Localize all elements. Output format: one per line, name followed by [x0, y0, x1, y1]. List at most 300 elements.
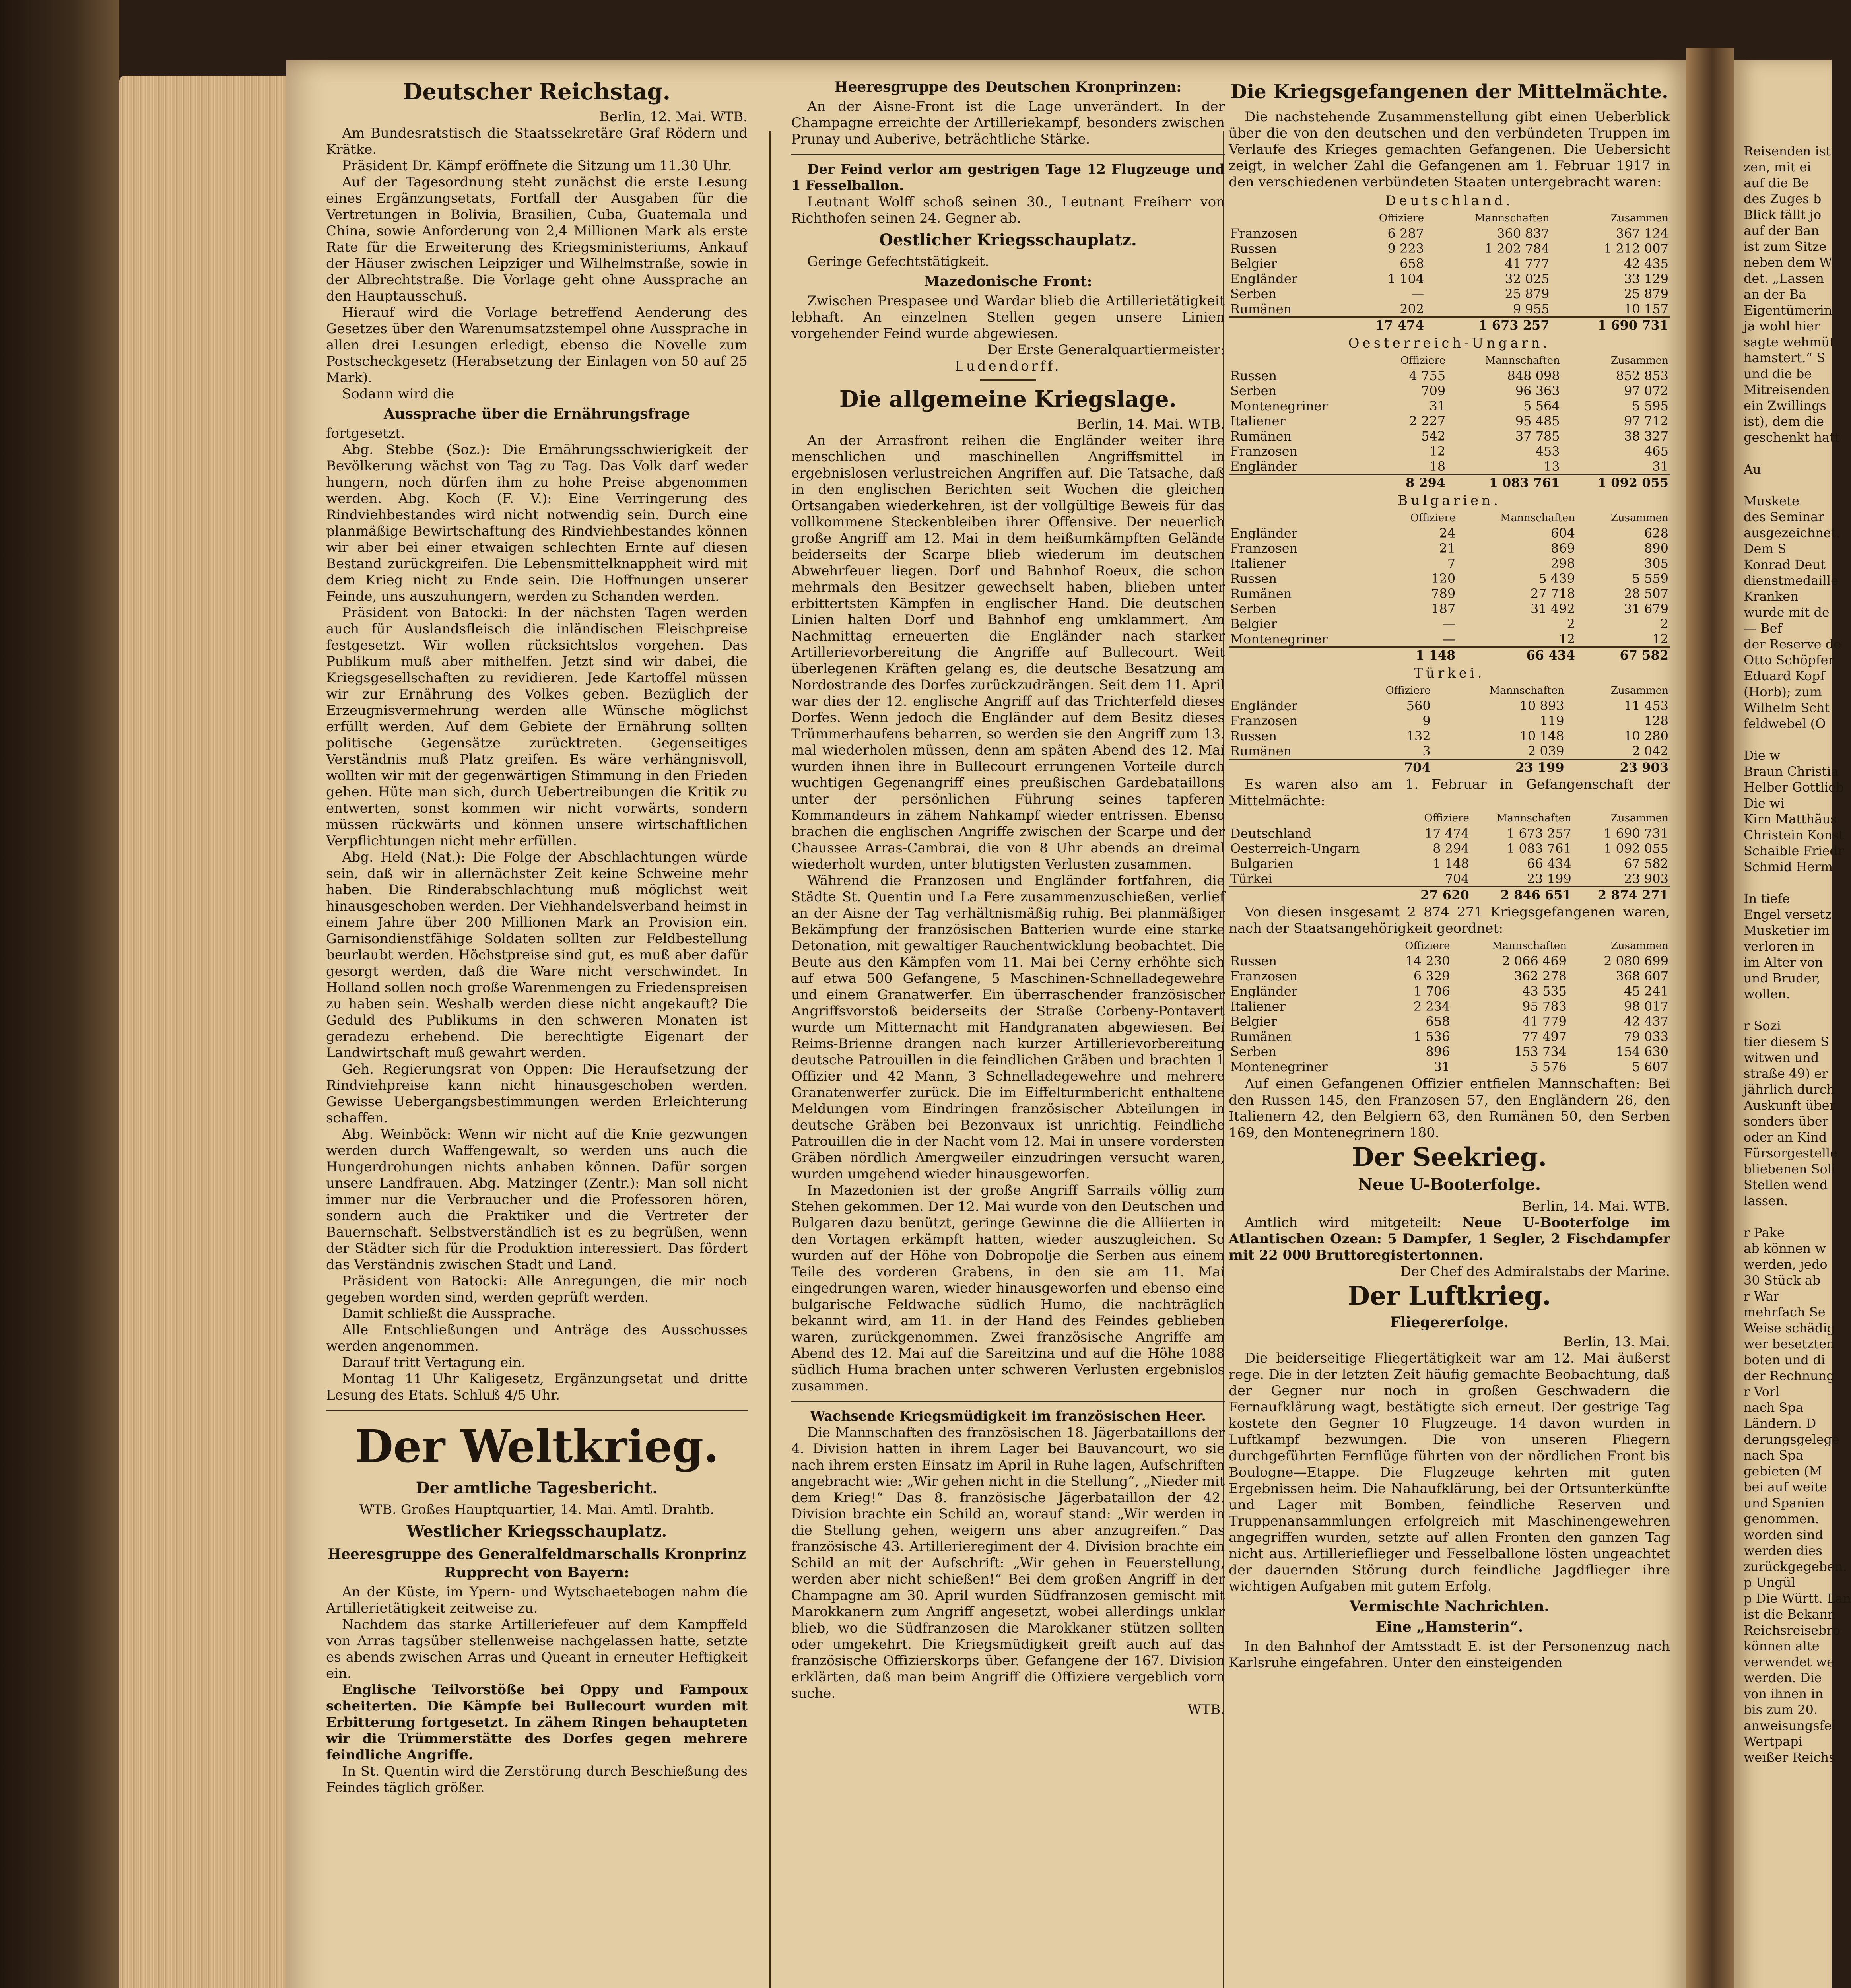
col-header: Mannschaften — [1485, 355, 1560, 367]
luftkrieg-title: Der Luftkrieg. — [1348, 1281, 1551, 1311]
table-cell: 33 129 — [1624, 271, 1668, 286]
divider — [791, 1401, 1225, 1402]
right-page-line: Ländern. D — [1744, 1416, 1816, 1431]
paragraph: Geh. Regierungsrat von Oppen: Die Heraufsetzung der Rindviehpreise kann nicht hinausgeschoben werden. Gewisse Uebergangsbestimmungen werden Erleichterung schaffen. — [326, 1061, 748, 1126]
table-cell: — — [1411, 286, 1424, 301]
paragraph: Am Bundesratstisch die Staatssekretäre Graf Rödern und Krätke. — [326, 125, 748, 157]
table-cell: Serben — [1230, 601, 1277, 616]
right-page-line: ist), dem die — [1744, 414, 1824, 429]
table-cell: 1 083 761 — [1447, 475, 1562, 491]
table-row — [1229, 271, 1670, 286]
table-cell: 120 — [1431, 571, 1456, 586]
right-page-line: — Bef — [1744, 621, 1782, 636]
paragraph: Präsident Dr. Kämpf eröffnete die Sitzung um 11.30 Uhr. — [342, 158, 732, 174]
right-page-line: lassen. — [1744, 1193, 1788, 1208]
right-page-line: worden sind — [1744, 1527, 1823, 1542]
table-cell: 1 212 007 — [1604, 241, 1668, 256]
country-heading: Türkei. — [1414, 665, 1485, 681]
table-row — [1229, 631, 1670, 647]
table-cell: 10 280 — [1624, 728, 1668, 744]
table-cell: Engländer — [1230, 698, 1298, 713]
right-page-line: Weise schädig — [1744, 1320, 1835, 1336]
table-cell: 27 718 — [1531, 586, 1575, 601]
table-cell: 119 — [1540, 713, 1564, 728]
table-cell: 23 199 — [1527, 871, 1571, 886]
right-page-line: r Vorl — [1744, 1384, 1780, 1399]
table-cell: 9 223 — [1387, 241, 1424, 256]
summary-table — [1229, 811, 1670, 903]
col-header: Mannschaften — [1492, 940, 1567, 952]
table-cell: 67 582 — [1577, 647, 1670, 663]
table-cell: 13 — [1544, 459, 1560, 474]
ludendorff-signature: Ludendorff. — [955, 358, 1061, 374]
table-cell: Rumänen — [1230, 429, 1292, 444]
right-page-line: verwendet we — [1744, 1654, 1835, 1670]
right-page-line: Konrad Deut — [1744, 557, 1826, 572]
table-row — [1229, 241, 1670, 256]
table-cell: 8 294 — [1433, 841, 1469, 856]
table-cell: Italiener — [1230, 999, 1286, 1014]
table-cell: Engländer — [1230, 984, 1298, 999]
table-cell: 8 294 — [1376, 475, 1447, 491]
right-page-line: wollen. — [1744, 986, 1790, 1002]
right-page-line: nach Spa — [1744, 1400, 1803, 1415]
right-page-line: Kranken — [1744, 589, 1799, 604]
right-page-line: tier diesem S — [1744, 1034, 1829, 1049]
tagesbericht-title: Der amtliche Tagesbericht. — [416, 1479, 658, 1497]
table-cell: 12 — [1652, 631, 1668, 646]
paragraph: Auf der Tagesordnung steht zunächst die erste Lesung eines Ergänzungsetats, Fortfall der Ausgaben für die Vertretungen in Bolivia, Brasilien, Cuba, Guatemala und China, sowie Anforderung von 2,4 Millionen Mark als erste Rate für die Erweiterung des Kriegsministeriums, Ankauf der Häuser zwischen Leipziger und Wilhelmstraße, sowie in der Albrechtstraße. Die Vorlage geht ohne Aussprache an den Hauptausschuß. — [326, 174, 748, 304]
right-page-line: (Horb); zum — [1744, 684, 1822, 699]
table-cell: 305 — [1644, 556, 1668, 571]
col-header: Offiziere — [1424, 812, 1469, 824]
right-page-line: Wertpapi — [1744, 1734, 1802, 1749]
right-page-line: ein Zwillings — [1744, 398, 1827, 413]
right-page-line: Mitreisenden — [1744, 382, 1830, 397]
table-cell: Italiener — [1230, 414, 1286, 429]
table-cell: 43 535 — [1522, 984, 1567, 999]
table-cell — [1229, 317, 1342, 333]
col-header: Zusammen — [1610, 685, 1668, 697]
table-cell: 6 287 — [1387, 226, 1424, 241]
right-page-line: auf die Be — [1744, 175, 1809, 190]
weltkrieg-title: Der Weltkrieg. — [354, 1421, 719, 1473]
table-cell: Rumänen — [1230, 1029, 1292, 1044]
table-cell: 9 — [1422, 713, 1431, 728]
table-cell: 360 837 — [1497, 226, 1550, 241]
table-cell: 2 080 699 — [1604, 953, 1668, 969]
table-cell: 465 — [1644, 444, 1668, 459]
table-cell: 66 434 — [1457, 647, 1577, 663]
paragraph: An der Arrasfront reihen die Engländer weiter ihre menschlichen und maschinellen Angriffsmittel in ergebnislosen verlustreichen Angriffen auf. Die Tatsache, daß in den englischen Berichten seit Wochen die gleichen Ortsangaben wiederkehren, ist der vollgültige Beweis für das vollkommene Steckenbleiben ihrer Offensive. Der neuerlich große Angriff am 12. Mai in dem heißumkämpften Gelände beiderseits der Scarpe blieb wiederum im deutschen Abwehrfeuer liegen. Dorf und Bahnhof Roeux, die schon mehrmals den Besitzer gewechselt haben, blieben unter erbittertsten Kämpfen in englischer Hand. Die deutschen Linien halten Dorf und Bahnhof eng umklammert. Am Nachmittag erneuerten die Engländer nach starker Artillerievorbereitung die Angriffe auf Bullecourt. Weit überlegenen Kräften gelang es, die deutsche Besatzung am Nordostrande des Dorfes zurückzudrängen. Seit dem 11. April war dies der 12. englische Angriff auf das Trichterfeld dieses Dorfes. Wenn jedoch die Engländer auf dem Besitz dieses Trümmerhaufens beharren, so werden sie den Angriff zum 13. mal wiederholen müssen, denn am späten Abend des 12. Mai wurden ihnen ihre in Bullecourt errungenen Vorteile durch wuchtigen Gegenangriff eines preußischen Gardebataillons unter der persönlichen Führung seines tapferen Kommandeurs in zähem Nahkampf wieder entrissen. Ebenso brachen die englischen Angriffe zwischen der Scarpe und der Chaussee Arras-Cambrai, die von 8 Uhr abends an dreimal wiederholt wurden, unter blutigsten Verlusten zusammen. — [791, 433, 1225, 872]
table-row — [1229, 601, 1670, 616]
right-page-line: werden. Die — [1744, 1670, 1822, 1685]
right-page-line: Kirn Matthäus — [1744, 812, 1837, 827]
table-cell: 5 607 — [1632, 1059, 1668, 1074]
table-cell: Montenegriner — [1230, 398, 1328, 414]
table-cell: 187 — [1431, 601, 1456, 616]
prisoner-table — [1229, 211, 1670, 333]
table-cell — [1229, 475, 1376, 491]
right-page-line: auf der Ban — [1744, 223, 1819, 238]
right-page-line: der Rechnung — [1744, 1368, 1835, 1383]
paragraph: Die beiderseitige Fliegertätigkeit war am 12. Mai äußerst rege. Die in der letzten Zeit häufig gemachte Beobachtung, daß der Gegner nur noch in großen Geschwadern die Fernaufklärung wagt, bestätigte sich erneut. Der gestrige Tag kostete den Gegner 10 Flugzeuge. 14 davon wurden in Luftkampf bezwungen. Die von unseren Fliegern durchgeführten Fernflüge führten von der nördlichen Front bis Boulogne—Etappe. Die Flugzeuge kehrten mit guten Ergebnissen heim. Die Nahaufklärung, bei der Ortsunterkünfte und Lager mit Bomben, feindliche Reserven und Truppenansammlungen erfolgreich mit Maschinengewehren angegriffen wurden, setzte auf allen Fronten den ganzen Tag nicht aus. Artillerieflieger und Fesselballone lösten ungeachtet der dauernden Störung durch feindliche Jagdflieger ihre wichtigen Aufgaben mit gutem Erfolg. — [1229, 1350, 1670, 1594]
nation-table — [1229, 938, 1670, 1074]
paragraph: Es waren also am 1. Februar in Gefangenschaft der Mittelmächte: — [1229, 777, 1670, 809]
right-page-line: bei auf weite — [1744, 1479, 1827, 1495]
table-row — [1229, 301, 1670, 317]
right-page-line: Muskete — [1744, 493, 1799, 509]
table-cell: 25 879 — [1505, 286, 1550, 301]
right-page-line — [1744, 1209, 1831, 1225]
table-cell: Belgier — [1230, 256, 1277, 271]
right-page-line: Engel versetz — [1744, 907, 1832, 922]
paragraph: Alle Entschließungen und Anträge des Ausschusses werden angenommen. — [326, 1322, 748, 1354]
table-cell: 97 712 — [1624, 414, 1668, 429]
kronprinz-heading: Heeresgruppe des Deutschen Kronprinzen: — [834, 79, 1182, 95]
table-cell: 709 — [1421, 383, 1446, 398]
paragraph: Präsident von Batocki: In der nächsten Tagen werden auch für Auslandsfleisch die inländischen Fleischpreise festgesetzt. Wir wollen rücksichtslos vorgehen. Das Publikum muß aber mithelfen. Jetzt sind wir dabei, die Kriegsgesellschaften zu revidieren. Jede Kartoffel müssen wir zur Ernährung des Volkes geben. Bezüglich der Erzeugnisvermehrung werden alle Wünsche möglichst erfüllt werden. Auf dem Gebiete der Ernährung sollten politische Gegensätze zurücktreten. Gegenseitiges Verständnis muß Platz greifen. Es wäre verhängnisvoll, wollten wir mit der gegenwärtigen Stimmung in den Frieden gehen. Hüte man sich, durch Uebertreibungen die Kritik zu entwerten, sonst kommen wir nicht vorwärts, sondern müssen rückwärts und können unsere wirtschaftlichen Verpflichtungen nicht mehr erfüllen. — [326, 605, 748, 849]
table-row — [1229, 841, 1670, 856]
table-total-row — [1229, 759, 1670, 775]
right-page-line: r War — [1744, 1289, 1779, 1304]
column-rule-1 — [769, 131, 771, 1988]
flieger-dateline: Berlin, 13. Mai. — [1563, 1334, 1670, 1350]
paragraph: Abg. Weinböck: Wenn wir nicht auf die Knie gezwungen werden durch Waffengewalt, so werden uns auch die Hungerdrohungen nichts anhaben können. Dafür sorgen unsere Landfrauen. Abg. Matzinger (Zentr.): Man soll nicht immer nur die Verbraucher und die Professoren hören, sondern auch die Praktiker und die Vertreter der Bauernschaft. Selbstverständlich ist es zu begrüßen, wenn der Städter sich für die Produktion interessiert. Das fördert das Verständnis zwischen Stadt und Land. — [326, 1126, 748, 1273]
table-cell: 2 039 — [1527, 744, 1564, 759]
paragraph: Damit schließt die Aussprache. — [342, 1306, 556, 1322]
table-row — [1229, 1044, 1670, 1059]
right-page-line: dienstmedaille — [1744, 573, 1839, 588]
col-header: Mannschaften — [1500, 512, 1575, 524]
table-cell: Serben — [1230, 383, 1277, 398]
table-row — [1229, 256, 1670, 271]
table-cell: 298 — [1550, 556, 1575, 571]
table-total-row — [1229, 647, 1670, 663]
seekrieg-title: Der Seekrieg. — [1352, 1142, 1547, 1172]
col-header: Zusammen — [1610, 355, 1668, 367]
right-page-line: und Spanien — [1744, 1495, 1825, 1510]
ernaehrung-heading: Aussprache über die Ernährungsfrage — [383, 406, 690, 422]
table-row — [1229, 556, 1670, 571]
paragraph: Die Mannschaften des französischen 18. Jägerbataillons der 4. Division hatten in ihrem Lager bei Bauvancourt, wo sie nach ihrem ersten Einsatz im April in Ruhe lagen, Aufschriften angebracht wie: „Wir gehen nicht in die Stellung“, „Nieder mit dem Krieg!“ Das 8. französische Jägerbataillon der 42. Division brachte ein Schild an, worauf stand: „Wir werden in die Stellung gehen, weigern uns aber anzugreifen.“ Das französische 43. Artillerieregiment der 4. Division brachte ein Schild an mit der Aufschrift: „Wir gehen in Feuerstellung, werden aber nicht schießen!“ Bei dem großen Angriff in der Champagne am 30. April wurden Südfranzosen gemischt mit Marokkanern zum Angriff angesetzt, wobei allerdings unklar blieb, wo die Südfranzosen die Marokkaner stützen sollten oder umgekehrt. Die Kriegsmüdigkeit greift auch auf das französische Offizierskorps über. Gefangene der 167. Division erklärten, daß man beim Angriff die Offiziere vergeblich vorn suche. — [791, 1425, 1225, 1701]
right-page-line: Dem S — [1744, 541, 1787, 556]
table-cell: 32 025 — [1505, 271, 1550, 286]
table-cell: 23 199 — [1432, 759, 1566, 775]
right-page-line: Braun Christia — [1744, 764, 1839, 779]
book-gutter — [1686, 48, 1734, 1988]
table-cell: 24 — [1439, 526, 1456, 541]
table-cell: 37 785 — [1515, 429, 1560, 444]
right-page-line: feldwebel (O — [1744, 716, 1826, 731]
col-header: Mannschaften — [1496, 812, 1571, 824]
table-row — [1229, 414, 1670, 429]
right-page-line: Eigentümerin — [1744, 303, 1832, 318]
right-page-line: bliebenen Soli — [1744, 1161, 1836, 1176]
table-cell: Engländer — [1230, 271, 1298, 286]
right-page-line: nach Spa — [1744, 1448, 1803, 1463]
right-page-line: derungsgelege — [1744, 1432, 1839, 1447]
right-page-line: witwen und — [1744, 1050, 1819, 1065]
right-page-line: p Ungül — [1744, 1575, 1795, 1590]
table-cell: 41 779 — [1522, 1014, 1567, 1029]
right-page-line: zen, mit ei — [1744, 159, 1811, 175]
paragraph — [1229, 1215, 1670, 1264]
right-page-line: Eduard Kopf — [1744, 668, 1825, 683]
table-cell: Russen — [1230, 368, 1277, 383]
right-page-line: Reisenden ist — [1744, 144, 1831, 159]
table-row — [1229, 459, 1670, 475]
table-cell: 5 595 — [1632, 398, 1668, 414]
table-cell: Engländer — [1230, 459, 1298, 474]
table-cell: Serben — [1230, 286, 1277, 301]
feind-verlor: Der Feind verlor am gestrigen Tage 12 Flugzeuge und 1 Fesselballon. — [791, 161, 1225, 194]
uboot-signature: Der Chef des Admiralstabs der Marine. — [1400, 1264, 1670, 1279]
table-cell: 10 157 — [1624, 301, 1668, 316]
divider — [791, 154, 1225, 155]
mazedonisch-title: Mazedonische Front: — [924, 273, 1092, 290]
right-page-line: und Bruder, — [1744, 971, 1820, 986]
right-page-line: wer besetzten — [1744, 1336, 1835, 1351]
table-row — [1229, 541, 1670, 556]
table-cell: 31 — [1652, 459, 1668, 474]
col-header: Offiziere — [1400, 355, 1446, 367]
heeresgruppe-bayern: Heeresgruppe des Generalfeldmarschalls Kronprinz Rupprecht von Bayern: — [328, 1546, 746, 1581]
prisoner-table — [1229, 683, 1670, 775]
table-cell: Russen — [1230, 571, 1277, 586]
table-header-row — [1229, 683, 1670, 698]
column-2 — [791, 76, 1225, 1988]
table-cell: 2 874 271 — [1573, 887, 1670, 903]
paragraph: Präsident von Batocki: Alle Anregungen, die mir noch gegeben worden sind, werden geprüft werden. — [326, 1273, 748, 1305]
table-row — [1229, 713, 1670, 728]
table-cell: 1 148 — [1433, 856, 1469, 871]
right-page-line: Schaible Friedr — [1744, 843, 1844, 858]
table-cell: 2 — [1567, 616, 1575, 631]
right-page-line — [1744, 875, 1831, 891]
right-page-line: r Pake — [1744, 1225, 1785, 1240]
table-cell: 31 679 — [1624, 601, 1668, 616]
right-page-line: hamstert.“ S — [1744, 350, 1826, 365]
table-cell: 97 072 — [1624, 383, 1668, 398]
col-header: Zusammen — [1610, 940, 1668, 952]
table-cell: 852 853 — [1616, 368, 1668, 383]
table-header-row — [1229, 211, 1670, 226]
right-page-line: det. „Lassen — [1744, 271, 1824, 286]
col-header: Offiziere — [1405, 940, 1450, 952]
right-page-line: im Alter von — [1744, 955, 1823, 970]
uboot-dateline: Berlin, 14. Mai. WTB. — [1522, 1198, 1670, 1214]
col-header: Zusammen — [1610, 812, 1668, 824]
paragraph: Leutnant Wolff schoß seinen 30., Leutnant Freiherr von Richthofen seinen 24. Gegner ab. — [791, 194, 1225, 226]
table-header-row — [1229, 811, 1670, 826]
table-cell: Franzosen — [1230, 226, 1298, 241]
right-page-line: des Seminar — [1744, 509, 1824, 524]
table-cell: 848 098 — [1507, 368, 1560, 383]
table-row — [1229, 856, 1670, 871]
paragraph: Von diesen insgesamt 2 874 271 Kriegsgefangenen waren, nach der Staatsangehörigkeit geordnet: — [1229, 904, 1670, 936]
table-cell: 41 777 — [1505, 256, 1550, 271]
right-page-line: Otto Schöpfer — [1744, 652, 1834, 668]
table-cell: Bulgarien — [1230, 856, 1294, 871]
table-cell: 9 955 — [1513, 301, 1550, 316]
table-cell: 67 582 — [1624, 856, 1668, 871]
table-cell: Deutschland — [1230, 826, 1311, 841]
right-page-line: Christein Konst — [1744, 827, 1844, 843]
table-cell: 2 066 469 — [1502, 953, 1567, 969]
col-header: Mannschaften — [1474, 212, 1550, 224]
paragraph: Während die Franzosen und Engländer fortfahren, die Städte St. Quentin und La Fere zusammenzuschießen, verlief an der Aisne der Tag verhältnismäßig ruhig. Bei planmäßiger Bekämpfung der französischen Batterien wurde eine starke Detonation, mit gewaltiger Rauchentwicklung beobachtet. Die Beute aus den Kämpfen vom 11. Mai bei Cerny erhöhte sich auf etwa 500 Gefangene, 5 Maschinen-Schnelladegewehre und einem Granatwerfer. Ein überraschender französischer Angriffsvorstoß beiderseits der Straße Corbeny-Pontavert wurde um Mitternacht mit Handgranaten abgewiesen. Bei Reims-Brienne drangen nach kurzer Artillerievorbereitung deutsche Patrouillen in die feindlichen Gräben und brachten 1 Offizier und 42 Mann, 3 Schnelladegewehre und mehrere Granatenwerfer zurück. Die im Eiffelturmbericht enthaltene Meldungen vom Eindringen französischer Abteilungen in deutsche Gräben bei Bezonvaux ist unrichtig. Feindliche Patrouillen die in der Nacht vom 12. Mai in unsere vordersten Gräben nördlich Amergweiler einzudringen versucht waren, wurden umgehend wieder hinausgeworfen. — [791, 873, 1225, 1182]
right-page-line: werden dies — [1744, 1543, 1822, 1558]
table-cell: 1 673 257 — [1426, 317, 1551, 333]
lage-dateline: Berlin, 14. Mai. WTB. — [1076, 416, 1225, 432]
right-page-line: ist die Bekann — [1744, 1607, 1836, 1622]
table-row — [1229, 226, 1670, 241]
right-page-line: neben dem W — [1744, 255, 1832, 270]
table-cell: Franzosen — [1230, 444, 1298, 459]
table-cell: Russen — [1230, 953, 1277, 969]
table-cell: 1 202 784 — [1484, 241, 1550, 256]
table-cell: 869 — [1550, 541, 1575, 556]
table-row — [1229, 1014, 1670, 1029]
right-page-line: können alte — [1744, 1639, 1820, 1654]
short-divider — [980, 379, 1036, 381]
right-page-line: ab können w — [1744, 1241, 1826, 1256]
table-cell: 3 — [1422, 744, 1431, 759]
table-cell: Rumänen — [1230, 744, 1292, 759]
table-cell: 17 474 — [1424, 826, 1469, 841]
table-cell: 658 — [1426, 1014, 1450, 1029]
table-cell: 95 485 — [1515, 414, 1560, 429]
table-cell: Rumänen — [1230, 301, 1292, 316]
right-page-line: oder an Kind — [1744, 1130, 1827, 1145]
table-cell: 31 — [1433, 1059, 1450, 1074]
table-row — [1229, 953, 1670, 969]
right-page-line: gebieten (M — [1744, 1464, 1822, 1479]
table-cell: 2 042 — [1632, 744, 1668, 759]
paragraph: Zwischen Prespasee und Wardar blieb die Artillerietätigkeit lebhaft. An einzelnen Stellen gegen unsere Linien vorgehender Feind wurde abgewiesen. — [791, 293, 1225, 342]
table-cell: Türkei — [1230, 871, 1272, 886]
table-row — [1229, 728, 1670, 744]
table-cell: 23 903 — [1566, 759, 1670, 775]
table-header-row — [1229, 511, 1670, 526]
table-row — [1229, 698, 1670, 713]
table-cell: 5 564 — [1523, 398, 1560, 414]
table-row — [1229, 429, 1670, 444]
col-header: Mannschaften — [1489, 685, 1564, 697]
table-cell: 98 017 — [1624, 999, 1668, 1014]
right-page-line: bis zum 20. — [1744, 1702, 1818, 1717]
table-cell: 5 576 — [1530, 1059, 1567, 1074]
table-cell: 1 690 731 — [1604, 826, 1668, 841]
right-page-line: Blick fällt jo — [1744, 207, 1822, 222]
paragraph: fortgesetzt. — [326, 425, 405, 441]
table-cell: 45 241 — [1624, 984, 1668, 999]
hamsterin-title: Eine „Hamsterin“. — [1375, 1619, 1523, 1635]
paragraph: Abg. Stebbe (Soz.): Die Ernährungsschwierigkeit der Bevölkerung wächst von Tag zu Tag. Das Volk darf weder hungern, noch dürfen ihm zu hohe Preise abgenommen werden. Abg. Koch (F. V.): Eine Verringerung des Rindviehbestandes wird nicht notwendig sein. Durch eine planmäßige Bewirtschaftung des Rindviehbestandes können wir aber bei einer etwaigen schlechten Ernte auf diesen Bestand zurückgreifen. Die Lebensmittelknappheit wird mit dem Krieg nicht zu Ende sein. Die Hoffnungen unserer Feinde, uns auszuhungern, werden zu Schanden werden. — [326, 442, 748, 604]
table-row — [1229, 1029, 1670, 1044]
table-cell: 25 879 — [1624, 286, 1668, 301]
uboot-lead: Amtlich wird mitgeteilt: — [1245, 1215, 1442, 1231]
right-page-line: Die w — [1744, 748, 1781, 763]
table-row — [1229, 871, 1670, 887]
table-cell: 1 104 — [1387, 271, 1424, 286]
table-cell: 96 363 — [1515, 383, 1560, 398]
paragraph: Hierauf wird die Vorlage betreffend Aenderung des Gesetzes über den Warenumsatzstempel ohne Aussprache in allen drei Lesungen erledigt, ebenso die Novelle zum Postscheckgesetz (Herabsetzung der Einlagen von 50 auf 25 Mark). — [326, 305, 748, 386]
right-page-line: boten und di — [1744, 1352, 1825, 1367]
table-cell: — — [1443, 616, 1456, 631]
table-cell: 2 227 — [1409, 414, 1446, 429]
table-cell: 542 — [1421, 429, 1446, 444]
right-page-line: genommen. — [1744, 1511, 1819, 1526]
table-cell — [1229, 759, 1350, 775]
table-cell: Belgier — [1230, 616, 1277, 631]
lage-title: Die allgemeine Kriegslage. — [839, 386, 1177, 412]
right-page-line: von ihnen in — [1744, 1686, 1824, 1701]
quartiermeister: Der Erste Generalquartiermeister: — [987, 342, 1225, 358]
flieger-title: Fliegererfolge. — [1390, 1314, 1509, 1331]
paragraph: In den Bahnhof der Amtsstadt E. ist der Personenzug nach Karlsruhe eingefahren. Unter den einsteigenden — [1229, 1639, 1670, 1671]
col-header: Offiziere — [1385, 685, 1431, 697]
table-cell: 5 559 — [1632, 571, 1668, 586]
right-page-line — [1744, 477, 1831, 493]
right-page-line: wurde mit de — [1744, 605, 1830, 620]
right-page-line: p Die Württ. Lan — [1744, 1591, 1851, 1606]
right-page-line: ist zum Sitze — [1744, 239, 1827, 254]
right-page-line: verloren in — [1744, 939, 1814, 954]
vermischte-title: Vermischte Nachrichten. — [1350, 1598, 1549, 1615]
uboot-bold: Neue U-Booterfolge im Atlantischen Ozean: 5 Dampfer, 1 Segler, 2 Fischdampfer mit 22 000 Bruttoregistertonnen. — [1229, 1215, 1670, 1263]
table-cell: 7 — [1447, 556, 1456, 571]
country-heading: Deutschland. — [1385, 193, 1514, 209]
column-3 — [1229, 76, 1670, 1988]
table-cell: 31 — [1429, 398, 1446, 414]
tagesbericht-dateline: WTB. Großes Hauptquartier, 14. Mai. Amtl. Drahtb. — [359, 1502, 715, 1518]
table-cell: 1 092 055 — [1604, 841, 1668, 856]
col-header: Offiziere — [1410, 512, 1456, 524]
table-cell: 1 673 257 — [1506, 826, 1571, 841]
right-page-line: straße 49) er — [1744, 1066, 1828, 1081]
table-header-row — [1229, 938, 1670, 953]
table-cell: 153 734 — [1514, 1044, 1567, 1059]
prisoner-table — [1229, 511, 1670, 663]
table-cell: 1 083 761 — [1506, 841, 1571, 856]
col-header: Zusammen — [1610, 512, 1668, 524]
table-cell: 202 — [1400, 301, 1424, 316]
right-page-line: mehrfach Se — [1744, 1305, 1826, 1320]
table-row — [1229, 383, 1670, 398]
oestlich-title: Oestlicher Kriegsschauplatz. — [879, 231, 1137, 249]
paragraph: An der Küste, im Ypern- und Wytschaetebogen nahm die Artillerietätigkeit zeitweise zu. — [326, 1584, 748, 1616]
table-cell: 12 — [1429, 444, 1446, 459]
table-cell: 628 — [1644, 526, 1668, 541]
right-page-line: Au — [1744, 462, 1761, 477]
table-cell: 2 846 651 — [1471, 887, 1573, 903]
table-cell: 11 453 — [1624, 698, 1668, 713]
table-cell: 28 507 — [1624, 586, 1668, 601]
reichstag-title: Deutscher Reichstag. — [403, 79, 671, 105]
table-row — [1229, 1059, 1670, 1074]
paragraph: Nachdem das starke Artilleriefeuer auf dem Kampffeld von Arras tagsüber stellenweise nachgelassen hatte, setzte es abends zwischen Arras und Queant in erneuter Heftigkeit ein. — [326, 1617, 748, 1681]
table-cell: 1 536 — [1413, 1029, 1450, 1044]
table-cell: 2 234 — [1413, 999, 1450, 1014]
table-cell: 453 — [1535, 444, 1560, 459]
table-cell: Franzosen — [1230, 541, 1298, 556]
table-cell: 10 893 — [1519, 698, 1564, 713]
right-page-text — [1744, 143, 1851, 1988]
table-cell: Russen — [1230, 241, 1277, 256]
table-row — [1229, 969, 1670, 984]
